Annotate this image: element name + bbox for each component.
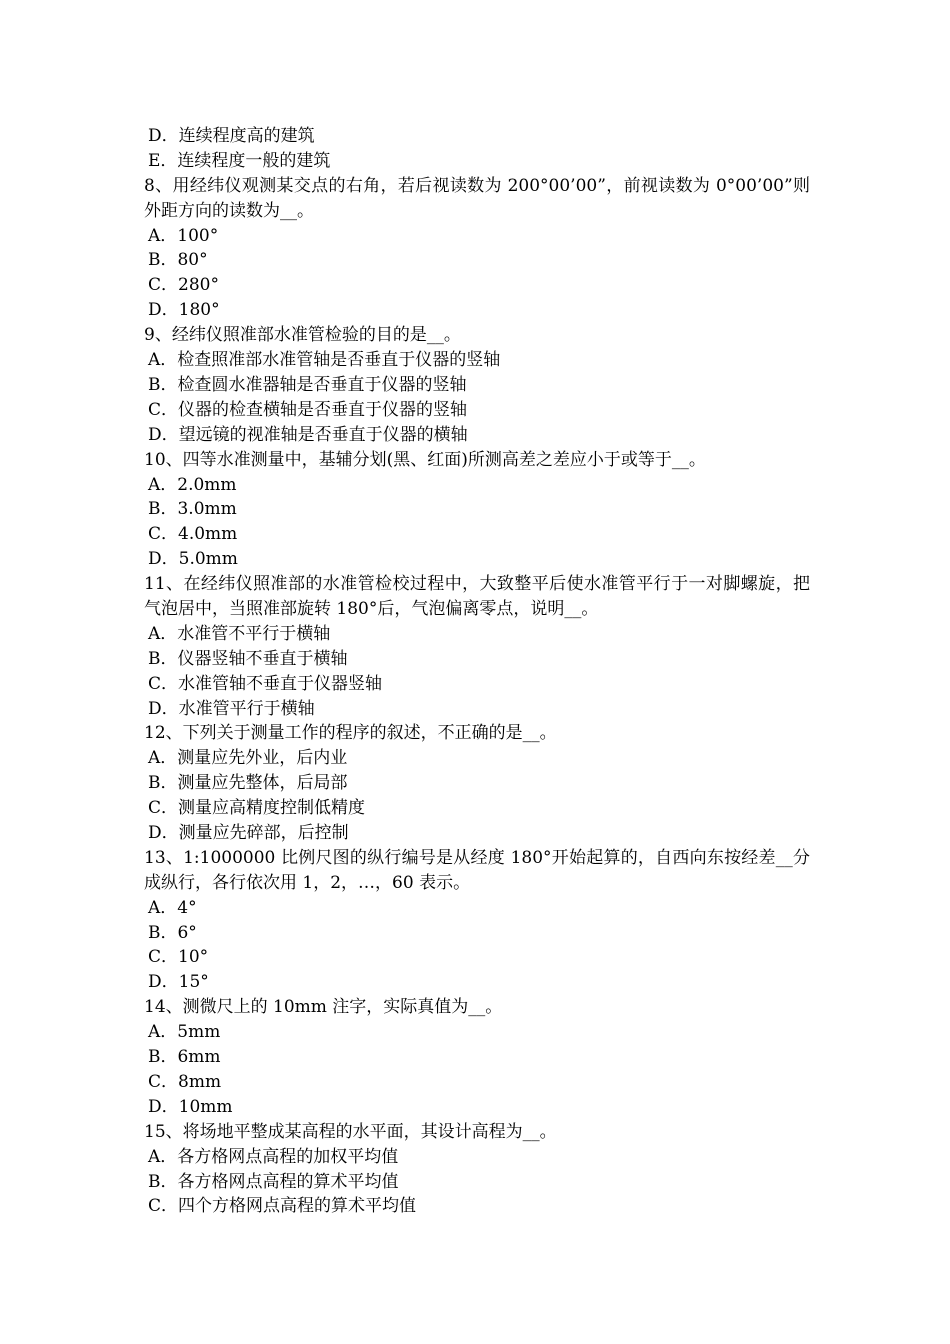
- option-c: C．280°: [148, 275, 219, 296]
- document-body: [144, 124, 810, 1219]
- option-d: D．望远镜的视准轴是否垂直于仪器的横轴: [148, 424, 468, 445]
- option-b: B．测量应先整体，后局部: [148, 773, 348, 794]
- option-d: D．水准管平行于横轴: [148, 698, 315, 719]
- option-c: C．水准管轴不垂直于仪器竖轴: [148, 673, 383, 694]
- option-d: D．测量应先碎部，后控制: [148, 823, 349, 843]
- option-d: D．5.0mm: [148, 549, 238, 570]
- option-a: A．4°: [148, 897, 197, 918]
- option-a: A．2.0mm: [148, 474, 237, 495]
- question-8: 8、用经纬仪观测某交点的右角，若后视读数为 200°00’00”，前视读数为 0°00’00”则外距方向的读数为__。: [144, 175, 810, 221]
- option-a: A．5mm: [148, 1022, 221, 1043]
- question-13: 13、1:1000000 比例尺图的纵行编号是从经度 180°开始起算的，自西向东按经差__分成纵行，各行依次用 1，2，…，60 表示。: [144, 847, 810, 893]
- option-a: A．测量应先外业，后内业: [148, 748, 348, 769]
- option-c: C．测量应高精度控制低精度: [148, 798, 366, 819]
- question-14: 14、测微尺上的 10mm 注字，实际真值为__。: [144, 997, 503, 1018]
- option-a: A．各方格网点高程的加权平均值: [148, 1146, 399, 1167]
- option-b: B．检查圆水准器轴是否垂直于仪器的竖轴: [148, 374, 467, 395]
- option-d: D．10mm: [148, 1096, 233, 1117]
- option-c: C．4.0mm: [148, 524, 238, 545]
- option-b: B．仪器竖轴不垂直于横轴: [148, 648, 348, 669]
- option-c: C．仪器的检查横轴是否垂直于仪器的竖轴: [148, 399, 468, 420]
- option-c: C．四个方格网点高程的算术平均值: [148, 1196, 417, 1217]
- option-a: A．水准管不平行于横轴: [148, 623, 331, 644]
- option-d: D．15°: [148, 972, 209, 993]
- option-d: D．180°: [148, 300, 220, 321]
- question-9: 9、经纬仪照准部水准管检验的目的是__。: [144, 325, 461, 346]
- option-b: B．6°: [148, 922, 197, 943]
- option-b: B．6mm: [148, 1047, 221, 1068]
- option-c: C．10°: [148, 947, 209, 968]
- question-12: 12、下列关于测量工作的程序的叙述，不正确的是__。: [144, 723, 557, 744]
- option-e: E．连续程度一般的建筑: [148, 150, 331, 171]
- option-c: C．8mm: [148, 1071, 222, 1092]
- question-10: 10、四等水准测量中，基辅分划(黑、红面)所测高差之差应小于或等于__。: [144, 449, 706, 470]
- option-d: D．连续程度高的建筑: [148, 126, 315, 146]
- option-a: A．100°: [148, 225, 219, 246]
- option-b: B．各方格网点高程的算术平均值: [148, 1171, 399, 1192]
- option-b: B．80°: [148, 250, 208, 271]
- option-b: B．3.0mm: [148, 499, 237, 520]
- question-15: 15、将场地平整成某高程的水平面，其设计高程为__。: [144, 1121, 557, 1142]
- question-11: 11、在经纬仪照准部的水准管检校过程中，大致整平后使水准管平行于一对脚螺旋，把气泡居中，当照准部旋转 180°后，气泡偏离零点，说明__。: [144, 574, 810, 619]
- option-a: A．检查照准部水准管轴是否垂直于仪器的竖轴: [148, 350, 501, 371]
